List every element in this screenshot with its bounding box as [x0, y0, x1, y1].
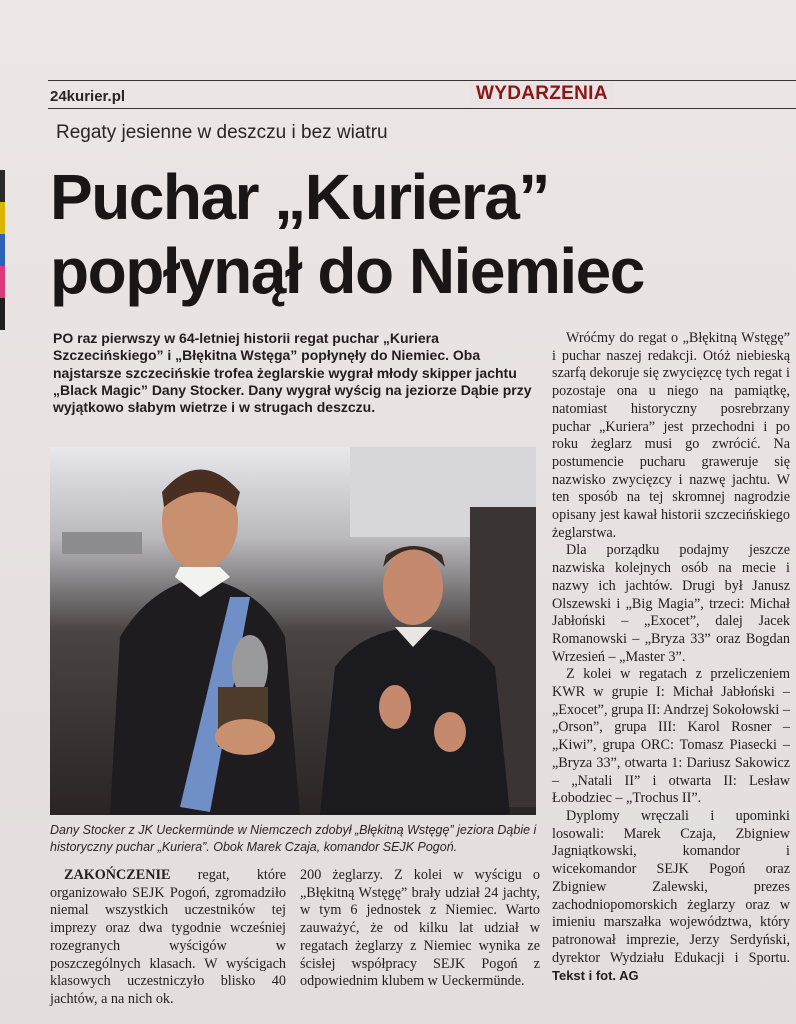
column-3-paragraph-4-text: Dyplomy wręczali i upominki losowali: Marek Czaja, Zbigniew Jagniątkowski, komandor i wicekomandor SEJK Pogoń oraz Zbigniew Zalewski, prezes zachodniopomorskich żeglarzy oraz w imieniu marszałka województwa, który patronował imprezie, Jerzy Serdyński, dyrektor Wydziału Edukacji i Sportu.: [552, 807, 790, 966]
photo-illustration: [50, 447, 536, 815]
header-rule-top: [48, 80, 796, 81]
article-photo: [50, 447, 536, 815]
column-3-paragraph-4: [552, 808, 790, 986]
section-label: WYDARZENIA: [470, 83, 614, 105]
article-column-2: [300, 867, 540, 991]
article-column-1: [50, 867, 286, 1009]
column-3-paragraph-2: Dla porządku podajmy jeszcze nazwiska kolejnych osób na mecie i nazwy ich jachtów. Drugi był Janusz Olszewski i „Big Magia”, trzeci: Michał Jabłoński – „Exocet”, dalej Jacek Romanowski – „Bryza 33” oraz Bogdan Wrzesień – „Master 3”.: [552, 542, 790, 665]
show-through-text: [640, 100, 796, 330]
article-lead: PO raz pierwszy w 64-letniej historii regat puchar „Kuriera Szczecińskiego” i „Błękitna Wstęga” popłynęły do Niemiec. Oba najstarsze szczecińskie trofea żeglarskie wygrał młody skipper jachtu „Black Magic” Dany Stocker. Dany wygrał wyścig na jeziorze Dąbie przy wyjątkowo słabym wietrze i w strugach deszczu.: [53, 330, 532, 416]
headline-line-1: Puchar „Kuriera”: [50, 161, 549, 233]
article-headline: [50, 160, 650, 308]
article-column-3: [552, 330, 790, 986]
column-1-text: regat, które organizowało SEJK Pogoń, zgromadziło niemal wszystkich uczestników tej imprezy oraz dwa tygodnie wcześniej rozegranych wyścigów w poszczególnych klasach. W wyścigach klasowych uczestniczyło blisko 40 jachtów, a na nich ok.: [50, 867, 286, 1007]
photo-caption: Dany Stocker z JK Ueckermünde w Niemczech zdobył „Błękitną Wstęgę” jeziora Dąbie i historyczny puchar „Kuriera”. Obok Marek Czaja, komandor SEJK Pogoń.: [50, 823, 537, 854]
column-3-paragraph-3: Z kolei w regatach z przeliczeniem KWR w grupie I: Michał Jabłoński – „Exocet”, grupa II: Andrzej Sokołowski – „Orson”, grupa III: Karol Rosner – „Kiwi”, grupa ORC: Tomasz Piasecki – „Bryza 33”, otwarta 1: Dariusz Sakowicz – „Natali II” i otwarta II: Lesław Łobodziec – „Trochus II”.: [552, 666, 790, 807]
column-3-paragraph-1: Wróćmy do regat o „Błękitną Wstęgę” i puchar naszej redakcji. Otóż niebieską szarfą dekoruje się zwycięzcę tych regat i pozostaje ona u niego na pamiątkę, natomiast historyczny posrebrzany puchar „Kuriera” jest przechodni i po roku żeglarz musi go zwrócić. Na postumencie pucharu graweruje się nazwisko zwycięzcy i nazwę jachtu. W ten sposób na tej skromnej nagrodzie opisany jest kawał historii szczecińskiego żeglarstwa.: [552, 330, 790, 541]
header-rule-bottom: [48, 108, 796, 109]
article-kicker: Regaty jesienne w deszczu i bez wiatru: [56, 122, 388, 143]
column-2-text: 200 żeglarzy. Z kolei w wyścigu o „Błękitną Wstęgę” brały udział 24 jachty, w tym 6 jednostek z Niemiec. Warto zauważyć, że od kilku lat udział w regatach żeglarzy z Niemiec wynika ze ścisłej współpracy SEJK Pogoń z odpowiednim klubem w Ueckermünde.: [300, 867, 540, 990]
dropcap-word: ZAKOŃCZENIE: [64, 867, 171, 883]
headline-line-2: popłynął do Niemiec: [50, 235, 644, 307]
author-signature: Tekst i fot. AG: [552, 968, 639, 984]
color-registration-strip: [0, 170, 5, 330]
site-url: 24kurier.pl: [50, 88, 126, 105]
